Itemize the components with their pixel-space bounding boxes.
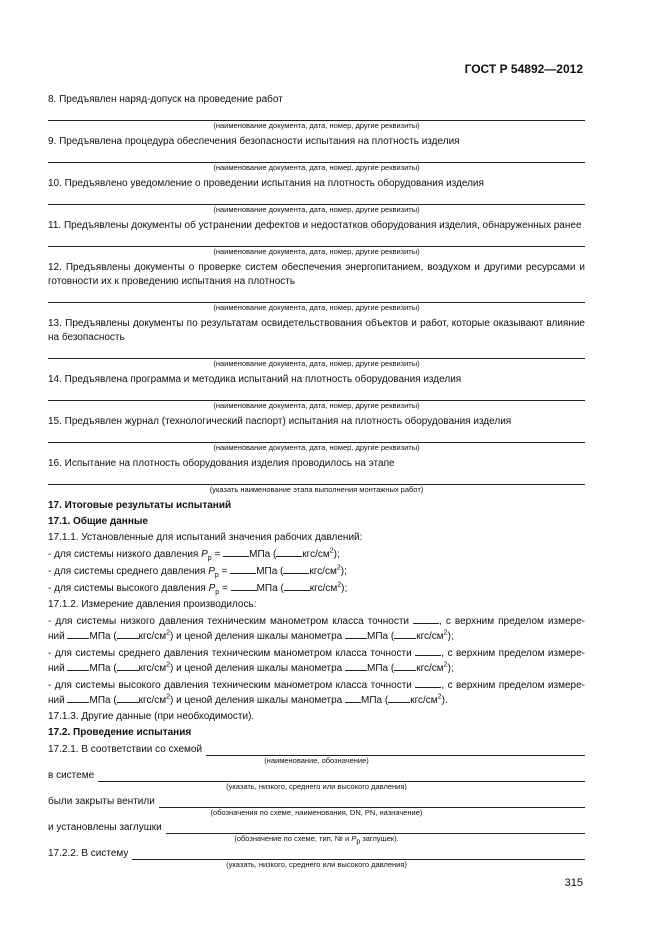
- row-label: были закрыты вентили: [48, 796, 155, 807]
- gauge-2a: ний: [48, 663, 65, 674]
- row-plugs: [48, 821, 585, 834]
- close-paren: );: [447, 663, 454, 674]
- fill-line[interactable]: [48, 387, 585, 401]
- fill-line[interactable]: [48, 289, 585, 303]
- row-label: - для системы среднего давления: [48, 566, 206, 577]
- pressure-high-row: - для системы высокого давления $P_р$ = МПа ( кгс/$см^2$);: [48, 581, 348, 596]
- div-kgf-blank[interactable]: [394, 661, 416, 671]
- item-text: 16. Испытание на плотность оборудования изделия проводилось на этапе: [48, 458, 395, 469]
- mpa-label: МПа (: [256, 583, 284, 594]
- sq-sup: 2: [166, 661, 171, 669]
- gauge-text: - для системы среднего давления техническим манометром класса точности: [48, 648, 412, 659]
- mpa-blank[interactable]: [230, 564, 256, 574]
- section-17-1-title: 17.1. Общие данные: [48, 516, 148, 527]
- sq-sup: 2: [337, 581, 342, 589]
- field-caption: (указать, низкого, среднего или высокого давления): [226, 782, 407, 791]
- class-blank[interactable]: [413, 614, 439, 624]
- form-item-16: [48, 457, 585, 496]
- close-dot: ).: [441, 695, 448, 706]
- kgf-label: кгс/см: [410, 695, 438, 706]
- item-text: 9. Предъявлена процедура обеспечения безопасности испытания на плотность изделия: [48, 136, 460, 147]
- item-text: 15. Предъявлен журнал (технологический паспорт) испытания на плотность оборудования изделия: [48, 416, 512, 427]
- limit-kgf-blank[interactable]: [117, 693, 139, 703]
- limit-kgf-blank[interactable]: [117, 661, 139, 671]
- gauge-2a: ний: [48, 631, 65, 642]
- mpa-label: МПа (: [367, 663, 395, 674]
- item-text: 14. Предъявлена программа и методика испытаний на плотность оборудования изделия: [48, 374, 462, 385]
- row-label: 17.2.1. В соответствии со схемой: [48, 744, 203, 755]
- field-caption: (наименование документа, дата, номер, другие реквизиты): [213, 303, 420, 312]
- caption-part: заглушек).: [362, 834, 399, 843]
- gauge-2c: ) и ценой деления шкалы манометра: [170, 695, 343, 706]
- field-caption: (наименование документа, дата, номер, другие реквизиты): [213, 163, 420, 172]
- mpa-label: МПа (: [89, 695, 117, 706]
- div-blank[interactable]: [345, 693, 361, 703]
- system-fill-line[interactable]: [98, 770, 585, 782]
- kgf-label: кгс/см: [309, 583, 338, 594]
- form-item-15: [48, 415, 585, 454]
- div-kgf-blank[interactable]: [388, 693, 410, 703]
- kgf-label: кгс/см: [302, 549, 330, 560]
- caption-part: (обозначение по схеме, тип, № и: [234, 834, 350, 843]
- field-caption: (наименование, обозначение): [264, 756, 369, 765]
- kgf-label: кгс/см: [416, 631, 444, 642]
- kgf-blank[interactable]: [283, 564, 309, 574]
- class-blank[interactable]: [415, 646, 441, 656]
- close-paren: );: [333, 549, 340, 560]
- close-paren: );: [447, 631, 454, 642]
- mpa-blank[interactable]: [231, 581, 257, 591]
- p-symbol: P: [201, 549, 208, 560]
- gauge-upper: , с верхним пределом измере-: [441, 680, 586, 691]
- sq-sup: 2: [443, 661, 448, 669]
- form-body: [48, 91, 585, 872]
- p-subscript: р: [207, 555, 212, 562]
- field-caption: (наименование документа, дата, номер, другие реквизиты): [213, 247, 420, 256]
- div-blank[interactable]: [345, 661, 367, 671]
- page-number: 315: [564, 877, 583, 889]
- row-label: в системе: [48, 770, 95, 781]
- sq-sup: 2: [166, 629, 171, 637]
- gauge-text: - для системы низкого давления техническим манометром класса точности: [48, 616, 409, 627]
- row-label: и установлены заглушки: [48, 822, 162, 833]
- gauge-2a: ний: [48, 695, 65, 706]
- div-blank[interactable]: [345, 629, 367, 639]
- sq-sup: 2: [336, 564, 341, 572]
- row-valves: [48, 795, 585, 808]
- form-item-9: [48, 135, 585, 174]
- field-caption: (наименование документа, дата, номер, другие реквизиты): [213, 359, 420, 368]
- fill-line[interactable]: [48, 191, 585, 205]
- row-17-2-2: [48, 847, 585, 860]
- gauge-2c: ) и ценой деления шкалы манометра: [170, 663, 343, 674]
- fill-line[interactable]: [48, 149, 585, 163]
- fill-line[interactable]: [48, 429, 585, 443]
- form-item-14: [48, 373, 585, 412]
- scheme-fill-line[interactable]: [206, 744, 585, 756]
- mpa-label: МПа (: [361, 695, 389, 706]
- mpa-label: МПа (: [89, 631, 117, 642]
- section-17-2-title: 17.2. Проведение испытания: [48, 727, 192, 738]
- form-item-11: [48, 219, 585, 258]
- field-caption: (указать наименование этапа выполнения монтажных работ): [209, 485, 424, 494]
- field-caption: (наименование документа, дата, номер, другие реквизиты): [213, 121, 420, 130]
- fill-line[interactable]: [48, 345, 585, 359]
- item-text: 10. Предъявлено уведомление о проведении испытания на плотность оборудования изделия: [48, 178, 484, 189]
- limit-blank[interactable]: [67, 693, 89, 703]
- div-kgf-blank[interactable]: [394, 629, 416, 639]
- item-text: 13. Предъявлены документы по результатам освидетельствования объектов и работ, которые оказывают влияние на безопасность: [48, 318, 585, 343]
- form-item-12: [48, 261, 585, 314]
- mpa-label: МПа (: [89, 663, 117, 674]
- valves-fill-line[interactable]: [159, 796, 585, 808]
- pressure-low-row: - для системы низкого давления $P_р$ = МПа ( кгс/$см^2$);: [48, 547, 340, 562]
- para-17-1-3: 17.1.3. Другие данные (при необходимости).: [48, 711, 255, 722]
- p-symbol: P: [208, 566, 215, 577]
- form-item-10: [48, 177, 585, 216]
- row-in-system: [48, 769, 585, 782]
- gauge-text: - для системы высокого давления техническим манометром класса точности: [48, 680, 412, 691]
- document-code: ГОСТ Р 54892—2012: [464, 62, 583, 76]
- p-subscript: р: [356, 838, 361, 846]
- field-caption: (наименование документа, дата, номер, другие реквизиты): [213, 205, 420, 214]
- para-17-1-1: 17.1.1. Установленные для испытаний значения рабочих давлений:: [48, 532, 363, 543]
- field-caption: (обозначения по схеме, наименования, DN, PN, назначение): [210, 808, 423, 817]
- pressure-mid-row: - для системы среднего давления $P_р$ = МПа ( кгс/$см^2$);: [48, 564, 347, 579]
- fill-line[interactable]: [48, 233, 585, 247]
- para-17-1-2: 17.1.2. Измерение давления производилось:: [48, 599, 257, 610]
- system-type-fill-line[interactable]: [132, 848, 585, 860]
- mpa-label: МПа (: [249, 549, 277, 560]
- kgf-label: кгс/см: [309, 566, 337, 577]
- fill-line[interactable]: [48, 471, 585, 485]
- fill-line[interactable]: [48, 107, 585, 121]
- kgf-blank[interactable]: [276, 547, 302, 557]
- gauge-low-para: [48, 614, 585, 644]
- close-paren: );: [340, 566, 347, 577]
- row-label: 17.2.2. В систему: [48, 848, 129, 859]
- kgf-blank[interactable]: [284, 581, 310, 591]
- kgf-label: кгс/см: [416, 663, 444, 674]
- sq-sup: 2: [166, 693, 171, 701]
- mpa-label: МПа (: [256, 566, 284, 577]
- sq-sup: 2: [329, 547, 334, 555]
- p-subscript: р: [214, 572, 219, 579]
- limit-blank[interactable]: [67, 629, 89, 639]
- kgf-label: кгс/см: [138, 631, 167, 642]
- close-paren: );: [341, 583, 348, 594]
- kgf-label: кгс/см: [138, 663, 167, 674]
- class-blank[interactable]: [415, 678, 441, 688]
- item-text: 8. Предъявлен наряд-допуск на проведение работ: [48, 94, 283, 105]
- row-label: - для системы высокого давления: [48, 583, 206, 594]
- section-17-title: 17. Итоговые результаты испытаний: [48, 500, 232, 511]
- form-item-13: [48, 317, 585, 370]
- p-symbol: P: [208, 583, 216, 594]
- item-text: 11. Предъявлены документы об устранении дефектов и недостатков оборудования изделия, обнаруженных ранее: [48, 220, 582, 231]
- kgf-label: кгс/см: [138, 695, 167, 706]
- item-text: 12. Предъявлены документы о проверке систем обеспечения энергопитанием, воздухом и другими ресурсами и готовности их к проведению испытания на плотность: [48, 262, 585, 287]
- mpa-blank[interactable]: [223, 547, 249, 557]
- limit-kgf-blank[interactable]: [117, 629, 139, 639]
- p-subscript: р: [215, 589, 220, 596]
- p-symbol: P: [351, 834, 357, 843]
- gauge-2c: ) и ценой деления шкалы манометра: [170, 631, 343, 642]
- gauge-mid-para: [48, 646, 585, 676]
- sq-sup: 2: [443, 629, 448, 637]
- gauge-high-para: [48, 678, 585, 708]
- row-label: - для системы низкого давления: [48, 549, 199, 560]
- field-caption: (наименование документа, дата, номер, другие реквизиты): [213, 443, 420, 452]
- mpa-label: МПа (: [367, 631, 395, 642]
- row-17-2-1: [48, 743, 585, 756]
- limit-blank[interactable]: [67, 661, 89, 671]
- field-caption: [48, 834, 585, 844]
- gauge-upper: , с верхним пределом измере-: [439, 616, 585, 627]
- field-caption: (наименование документа, дата, номер, другие реквизиты): [213, 401, 420, 410]
- sq-sup: 2: [437, 693, 442, 701]
- gauge-upper: , с верхним пределом измере-: [441, 648, 585, 659]
- plugs-fill-line[interactable]: [166, 822, 585, 834]
- field-caption: (указать, низкого, среднего или высокого давления): [226, 860, 407, 869]
- form-item-8: [48, 93, 585, 132]
